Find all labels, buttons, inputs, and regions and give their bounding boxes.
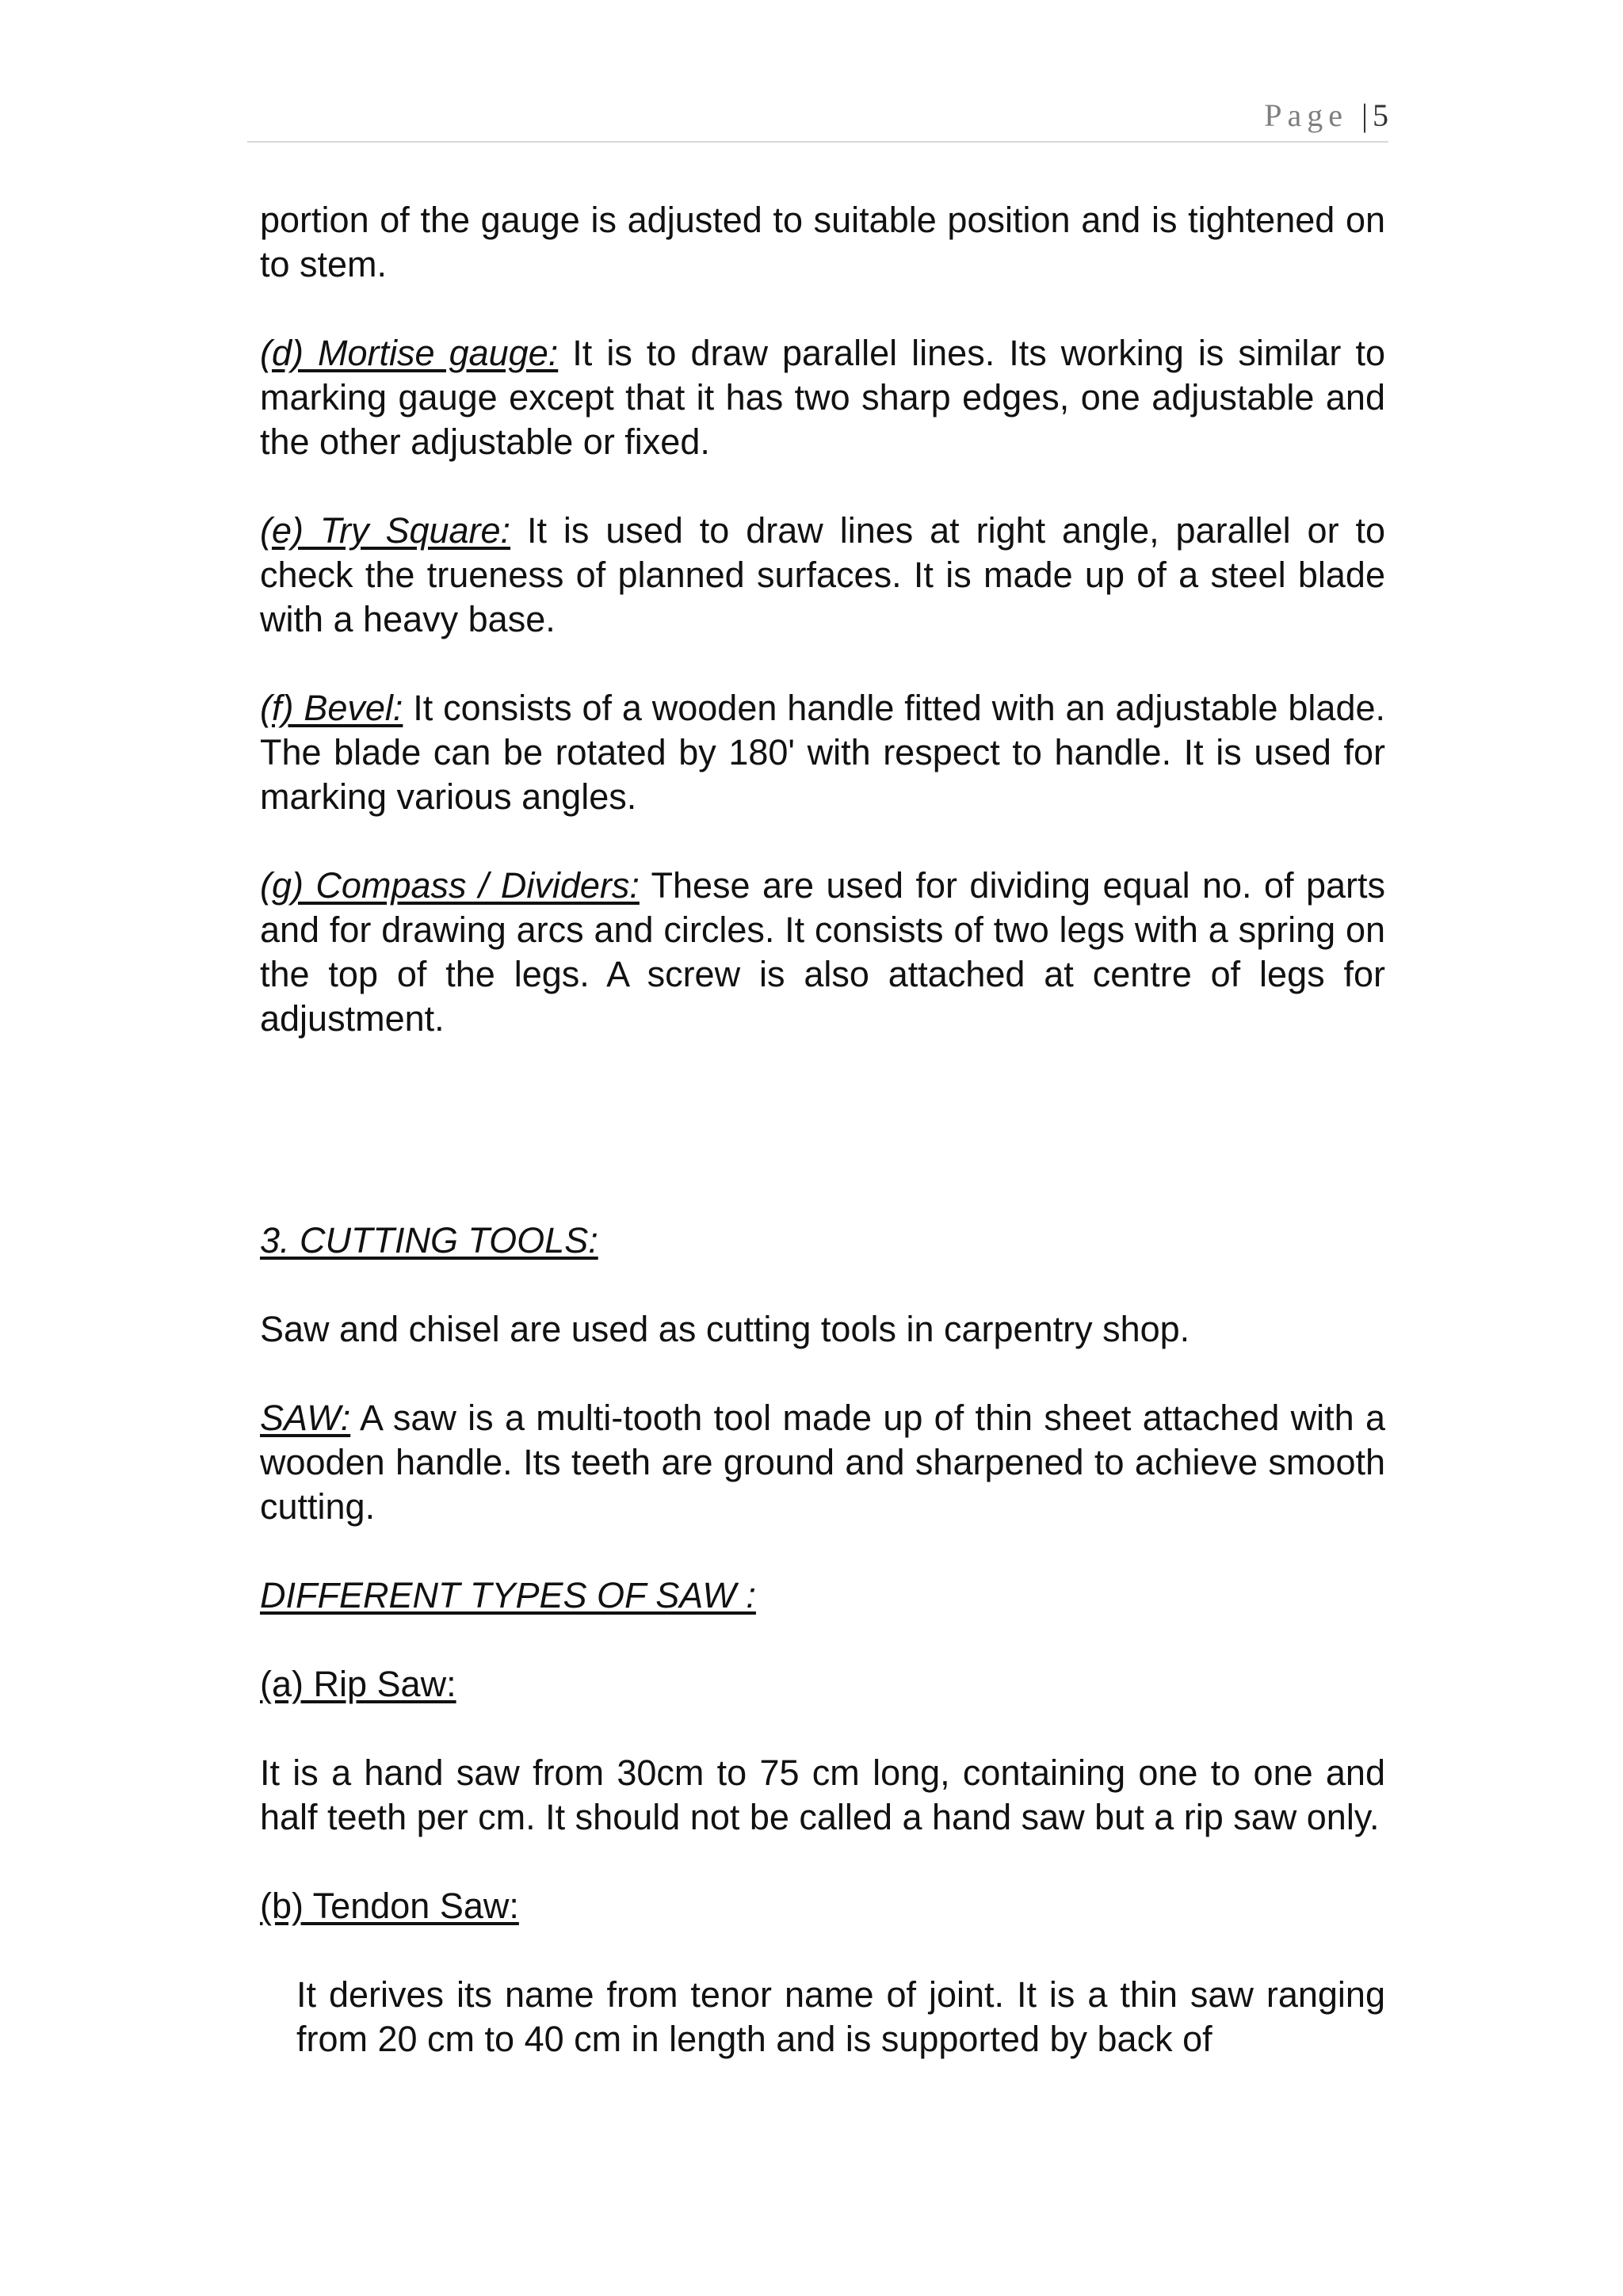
try-square-text: It is used to draw lines at right angle, parallel or to check the trueness of planned surfaces. It is made up of a steel blade with a heavy base. bbox=[260, 510, 1386, 639]
document-body bbox=[260, 198, 1385, 2061]
mortise-gauge-term: (d) Mortise gauge: bbox=[260, 333, 559, 373]
page-label: Page bbox=[1264, 97, 1348, 133]
try-square-term: (e) Try Square: bbox=[260, 510, 511, 551]
tendon-saw-paragraph: It derives its name from tenor name of joint. It is a thin saw ranging from 20 cm to 40 cm in length and is supported by back of bbox=[296, 1974, 1385, 2059]
cutting-tools-intro: Saw and chisel are used as cutting tools in carpentry shop. bbox=[260, 1309, 1190, 1349]
cutting-tools-heading-text: 3. CUTTING TOOLS: bbox=[260, 1220, 598, 1261]
mortise-gauge-paragraph bbox=[260, 331, 1385, 464]
bevel-term: (f) Bevel: bbox=[260, 688, 403, 728]
bevel-paragraph bbox=[260, 686, 1385, 819]
saw-types-heading bbox=[260, 1573, 1385, 1618]
page-header bbox=[247, 93, 1388, 143]
intro-continuation-paragraph: portion of the gauge is adjusted to suitable position and is tightened on to stem. bbox=[260, 200, 1385, 284]
saw-types-heading-text: DIFFERENT TYPES OF SAW : bbox=[260, 1575, 756, 1615]
page-number-value: 5 bbox=[1373, 97, 1388, 133]
page-number bbox=[1264, 97, 1388, 134]
cutting-tools-heading bbox=[260, 1219, 1385, 1263]
bevel-text: It consists of a wooden handle fitted with an adjustable blade. The blade can be rotated by 180' with respect to handle. It is used for marking various angles. bbox=[260, 688, 1385, 817]
rip-saw-heading-text: (a) Rip Saw: bbox=[260, 1664, 456, 1704]
rip-saw-paragraph: It is a hand saw from 30cm to 75 cm long, containing one to one and half teeth per cm. It should not be called a hand saw but a rip saw only. bbox=[260, 1753, 1385, 1837]
mortise-gauge-text: It is to draw parallel lines. Its working is similar to marking gauge except that it has two sharp edges, one adjustable and the other adjustable or fixed. bbox=[260, 333, 1385, 462]
try-square-paragraph bbox=[260, 509, 1385, 642]
compass-dividers-paragraph bbox=[260, 864, 1385, 1041]
tendon-saw-heading bbox=[260, 1884, 1385, 1928]
page-separator: | bbox=[1361, 97, 1368, 133]
saw-text: A saw is a multi-tooth tool made up of thin sheet attached with a wooden handle. Its teeth are ground and sharpened to achieve smooth cutting. bbox=[260, 1398, 1385, 1527]
compass-dividers-term: (g) Compass / Dividers: bbox=[260, 865, 640, 906]
saw-paragraph bbox=[260, 1396, 1385, 1529]
compass-dividers-text: These are used for dividing equal no. of parts and for drawing arcs and circles. It consists of two legs with a spring on the top of the legs. A screw is also attached at centre of legs for adjustment. bbox=[260, 865, 1385, 1039]
rip-saw-heading bbox=[260, 1662, 1385, 1707]
saw-term: SAW: bbox=[260, 1398, 351, 1438]
tendon-saw-heading-text: (b) Tendon Saw: bbox=[260, 1886, 519, 1926]
